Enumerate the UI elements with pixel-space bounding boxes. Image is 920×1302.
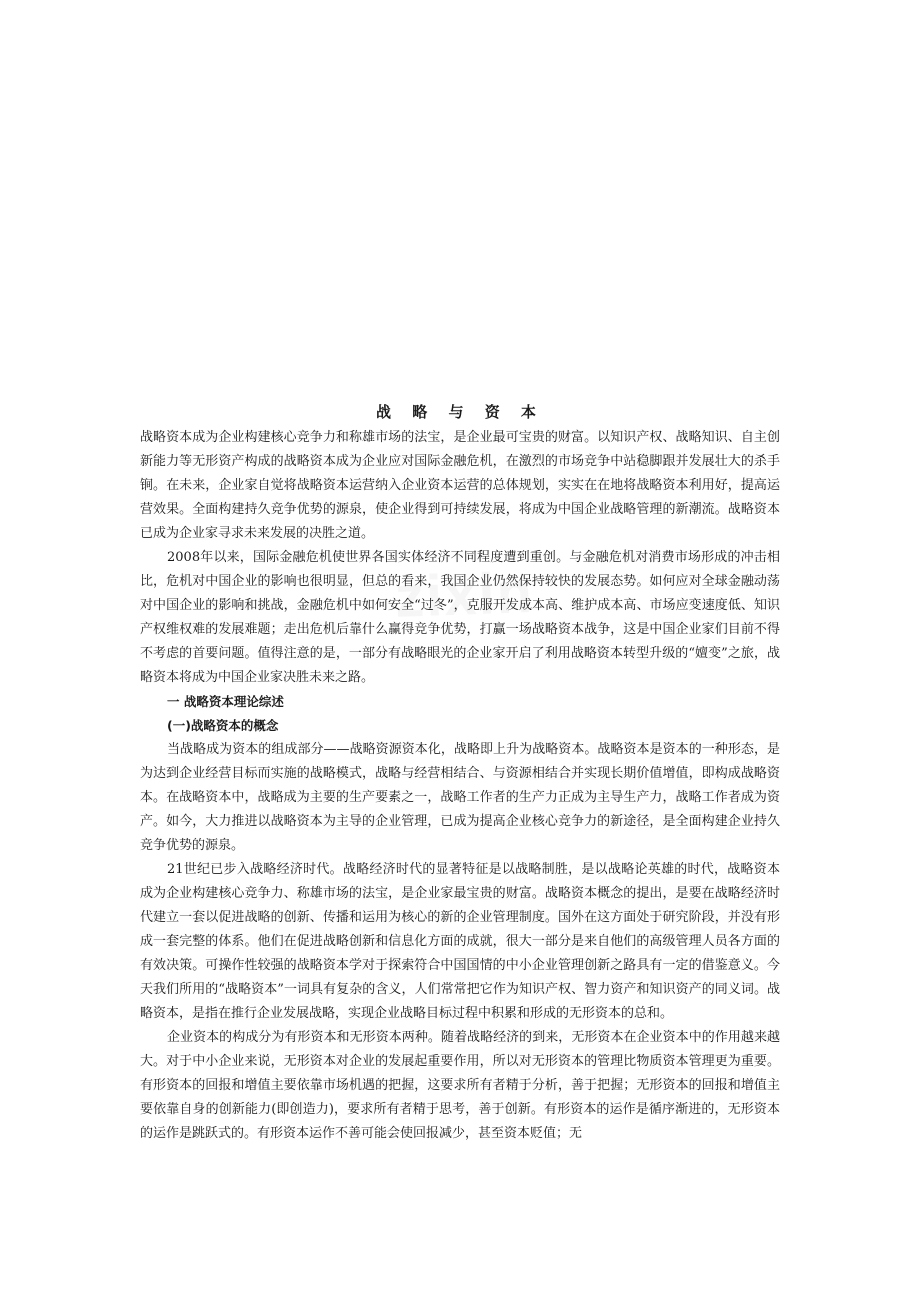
body-paragraph-2008: 2008年以来，国际金融危机使世界各国实体经济不同程度遭到重创。与金融危机对消费市场形成的冲击相比，危机对中国企业的影响也很明显，但总的看来，我国企业仍然保持较快的发展态势。如何应对全球金融动荡对中国企业的影响和挑战，金融危机中如何安全“过冬”，克服开发成本高、维护成本高、市场应变速度低、知识产权维权难的发展难题；走出危机后靠什么赢得竞争优势，打赢一场战略资本战争，这是中国企业家们目前不得不考虑的首要问题。值得注意的是，一部分有战略眼光的企业家开启了利用战略资本转型升级的“嬗变”之旅，战略资本将成为中国企业家决胜未来之路。 — [140, 550, 780, 685]
body-paragraph-21st-century: 21世纪已步入战略经济时代。战略经济时代的显著特征是以战略制胜，是以战略论英雄的时代，战略资本成为企业构建核心竞争力、称雄市场的法宝，是企业家最宝贵的财富。战略资本概念的提出，是要在战略经济时代建立一套以促进战略的创新、传播和运用为核心的新的企业管理制度。国外在这方面处于研究阶段，并没有形成一套完整的体系。他们在促进战略创新和信息化方面的成就，很大一部分是来自他们的高级管理人员各方面的有效决策。可操作性较强的战略资本学对于探索符合中国国情的中小企业管理创新之路具有一定的借鉴意义。今天我们所用的“战略资本”一词具有复杂的含义，人们常常把它作为知识产权、智力资产和知识资产的同义词。战略资本，是指在推行企业发展战略，实现企业战略目标过程中积累和形成的无形资本的总和。 — [140, 862, 780, 1021]
watermark: zixin — [393, 560, 536, 630]
section-heading: 一 战略资本理论综述 — [167, 694, 284, 709]
document-body — [140, 426, 780, 1146]
body-paragraph-capital-composition: 企业资本的构成分为有形资本和无形资本两种。随着战略经济的到来，无形资本在企业资本中的作用越来越大。对于中小企业来说，无形资本对企业的发展起重要作用，所以对无形资本的管理比物质资本管理更为重要。有形资本的回报和增值主要依靠市场机遇的把握，这要求所有者精于分析，善于把握；无形资本的回报和增值主要依靠自身的创新能力(即创造力)，要求所有者精于思考，善于创新。有形资本的运作是循序渐进的，无形资本的运作是跳跃式的。有形资本运作不善可能会使回报减少，甚至资本贬值；无 — [140, 1030, 780, 1141]
body-paragraph-intro: 战略资本成为企业构建核心竞争力和称雄市场的法宝，是企业最可宝贵的财富。以知识产权、战略知识、自主创新能力等无形资产构成的战略资本成为企业应对国际金融危机，在激烈的市场竞争中站稳脚跟并发展壮大的杀手锏。在未来，企业家自觉将战略资本运营纳入企业资本运营的总体规划，实实在在地将战略资本利用好，提高运营效果。全面构建持久竞争优势的源泉，使企业得到可持续发展，将成为中国企业战略管理的新潮流。战略资本已成为企业家寻求未来发展的决胜之道。 — [140, 430, 780, 541]
subsection-heading: (一)战略资本的概念 — [167, 718, 279, 733]
document-title: 战 略 与 资 本 — [376, 403, 544, 421]
body-paragraph-concept: 当战略成为资本的组成部分——战略资源资本化，战略即上升为战略资本。战略资本是资本的一种形态，是为达到企业经营目标而实施的战略模式，战略与经营相结合、与资源相结合并实现长期价值增值，即构成战略资本。在战略资本中，战略成为主要的生产要素之一，战略工作者的生产力正成为主导生产力，战略工作者成为资产。如今，大力推进以战略资本为主导的企业管理，已成为提高企业核心竞争力的新途径，是全面构建企业持久竞争优势的源泉。 — [140, 742, 780, 853]
